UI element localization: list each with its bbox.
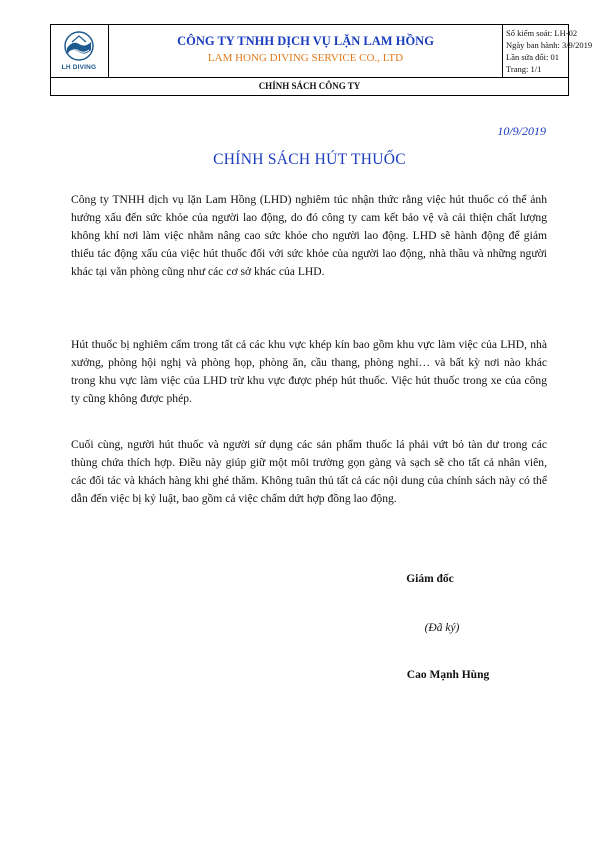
policy-label: CHÍNH SÁCH CÔNG TY — [51, 77, 568, 95]
logo-cell — [51, 25, 109, 77]
company-name-cell — [109, 25, 503, 77]
signature-title: Giám đốc — [406, 573, 454, 585]
company-name-vi: CÔNG TY TNHH DỊCH VỤ LẶN LAM HỒNG — [177, 34, 434, 48]
paragraph-prohibition: Hút thuốc bị nghiêm cấm trong tất cả các khu vực khép kín bao gồm khu vực làm việc của LHD, nhà xưởng, phòng hội nghị và phòng họp, phòng ăn, cầu thang, phòng nghỉ… và bất kỳ nơi nào khác trong khu vực làm việc của LHD trừ khu vực được phép hút thuốc. Việc hút thuốc trong xe của công ty cũng không được phép. — [71, 338, 547, 405]
signature-note: (Đã ký) — [424, 622, 460, 634]
document-header — [50, 24, 593, 96]
revision-number: Lần sửa đổi: 01 — [506, 52, 560, 62]
document-title: CHÍNH SÁCH HÚT THUỐC — [213, 151, 406, 168]
document-date: 10/9/2019 — [497, 124, 546, 138]
control-number: Số kiểm soát: LH-02 — [506, 28, 578, 38]
document-meta — [503, 25, 593, 77]
company-name-en: LAM HONG DIVING SERVICE CO., LTD — [207, 52, 404, 64]
signature-name: Cao Mạnh Hùng — [406, 669, 490, 681]
paragraph-disposal: Cuối cùng, người hút thuốc và người sử dụng các sản phẩm thuốc lá phải vứt bỏ tàn dư trong các thùng chứa thích hợp. Điều này giúp giữ một môi trường gọn gàng và sạch sẽ cho tất cả nhân viên, các đối tác và khách hàng khi ghé thăm. Không tuân thủ tất cả các nội dung của chính sách này có thể dẫn đến việc bị kỷ luật, bao gồm cả việc chấm dứt hợp đồng lao động. — [71, 438, 547, 505]
logo-text: LH DIVING — [61, 64, 97, 71]
page-number: Trang: 1/1 — [506, 64, 542, 74]
lh-diving-logo-icon — [63, 30, 95, 62]
issue-date: Ngày ban hành: 3/9/2019 — [506, 40, 593, 50]
paragraph-intro: Công ty TNHH dịch vụ lặn Lam Hồng (LHD) nghiêm túc nhận thức rằng việc hút thuốc có thể ảnh hưởng xấu đến sức khỏe của người lao động, do đó công ty cam kết bảo vệ và cải thiện chất lượng không khí nơi làm việc nhằm nâng cao sức khỏe cho người lao động. LHD sẽ hành động để giảm thiểu tác động xấu của việc hút thuốc đối với sức khỏe của người lao động, nhà thầu và những người khác tại văn phòng cũng như các cơ sở khác của LHD. — [71, 193, 547, 278]
